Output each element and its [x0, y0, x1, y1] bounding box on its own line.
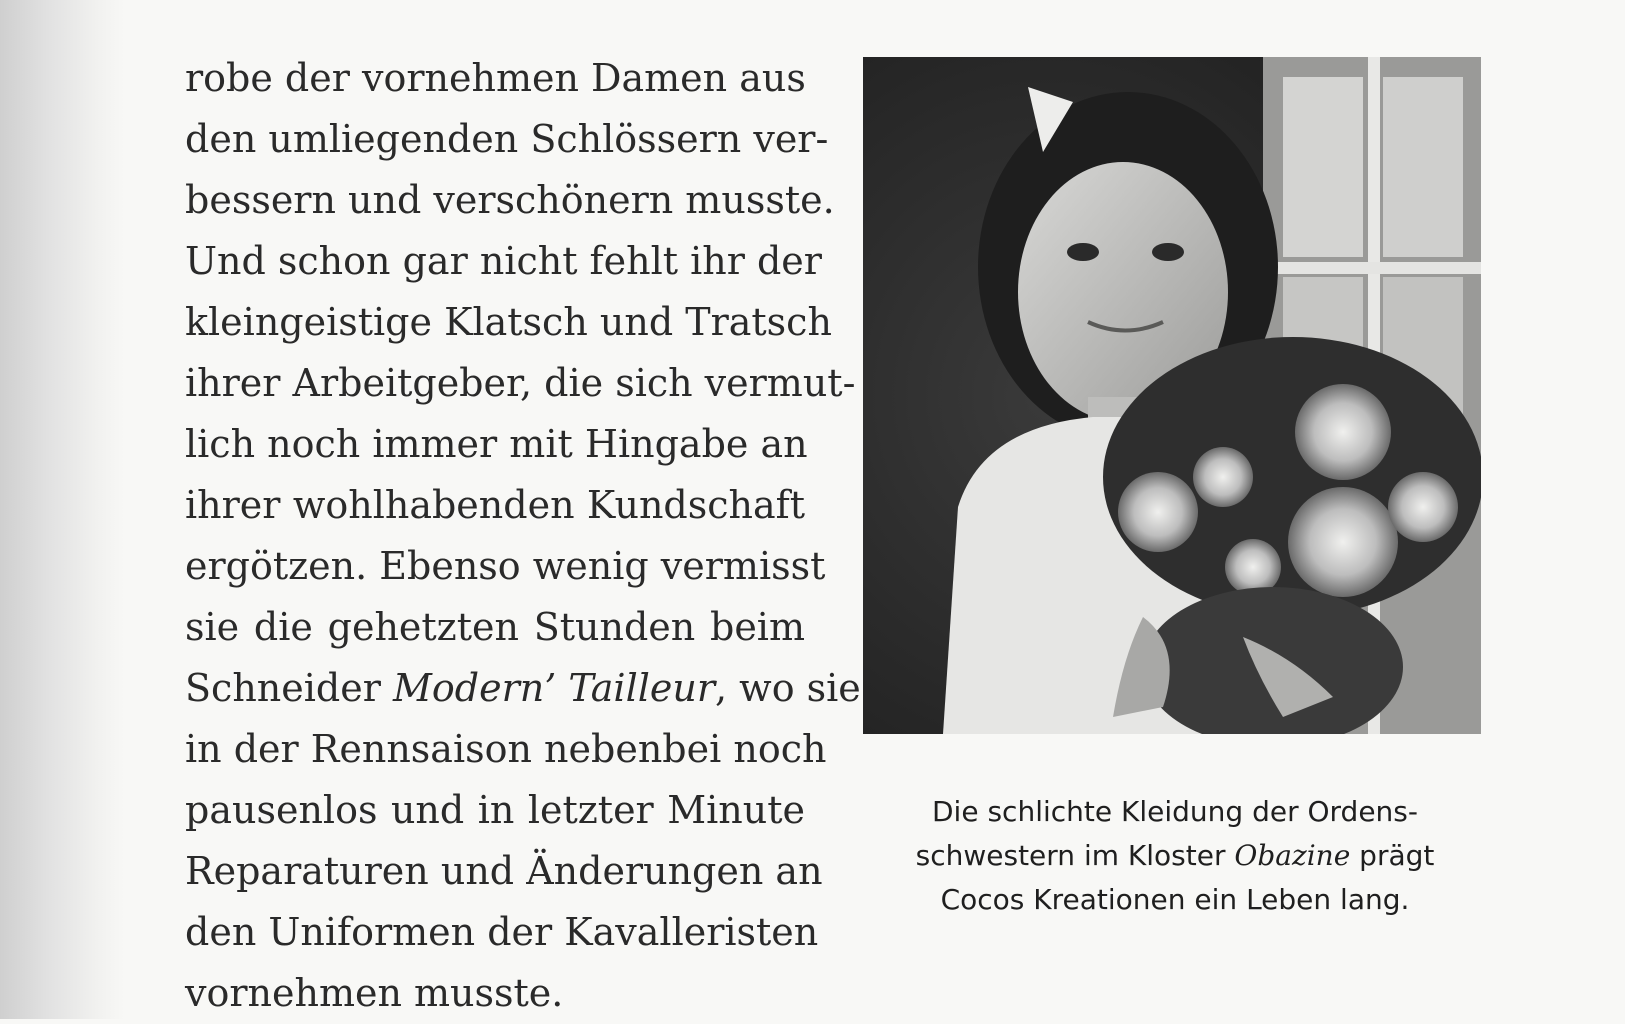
- caption-italic-place: Obazine: [1234, 839, 1351, 872]
- text-line: pausenlos und in letzter Minute: [185, 788, 805, 832]
- photo-illustration: [863, 57, 1481, 734]
- text-line: vornehmen musste.: [185, 971, 564, 1015]
- text-segment: Schneider: [185, 666, 393, 710]
- text-line: sie die gehetzten Stunden beim: [185, 605, 805, 649]
- body-text-column: [185, 48, 861, 1024]
- caption-segment: schwestern im Kloster: [915, 839, 1235, 872]
- caption-line: Cocos Kreationen ein Leben lang.: [940, 883, 1410, 916]
- text-line: den Uniformen der Kavalleristen: [185, 910, 819, 954]
- text-line: lich noch immer mit Hingabe an: [185, 422, 808, 466]
- book-spine-shadow: [0, 0, 125, 1019]
- caption-line: Die schlichte Kleidung der Ordens-: [932, 795, 1418, 828]
- text-line: ihrer wohlhabenden Kundschaft: [185, 483, 805, 527]
- text-line-with-italic: [185, 658, 861, 719]
- text-line: robe der vornehmen Damen aus: [185, 56, 806, 100]
- text-line: Und schon gar nicht fehlt ihr der: [185, 239, 822, 283]
- text-line: ergötzen. Ebenso wenig vermisst: [185, 544, 826, 588]
- caption-line: [880, 834, 1470, 878]
- text-line: Reparaturen und Änderungen an: [185, 849, 823, 893]
- caption-segment: prägt: [1350, 839, 1435, 872]
- text-line: den umliegenden Schlössern ver-: [185, 117, 829, 161]
- text-line: kleingeistige Klatsch und Tratsch: [185, 300, 832, 344]
- photo-girl-with-bouquet: [863, 57, 1481, 734]
- italic-shop-name: Modern’ Tailleur: [392, 666, 716, 710]
- text-line: ihrer Arbeitgeber, die sich vermut-: [185, 361, 856, 405]
- photo-caption: [880, 790, 1470, 922]
- text-segment: , wo sie: [715, 666, 861, 710]
- text-line: in der Rennsaison nebenbei noch: [185, 727, 827, 771]
- text-line: bessern und verschönern musste.: [185, 178, 835, 222]
